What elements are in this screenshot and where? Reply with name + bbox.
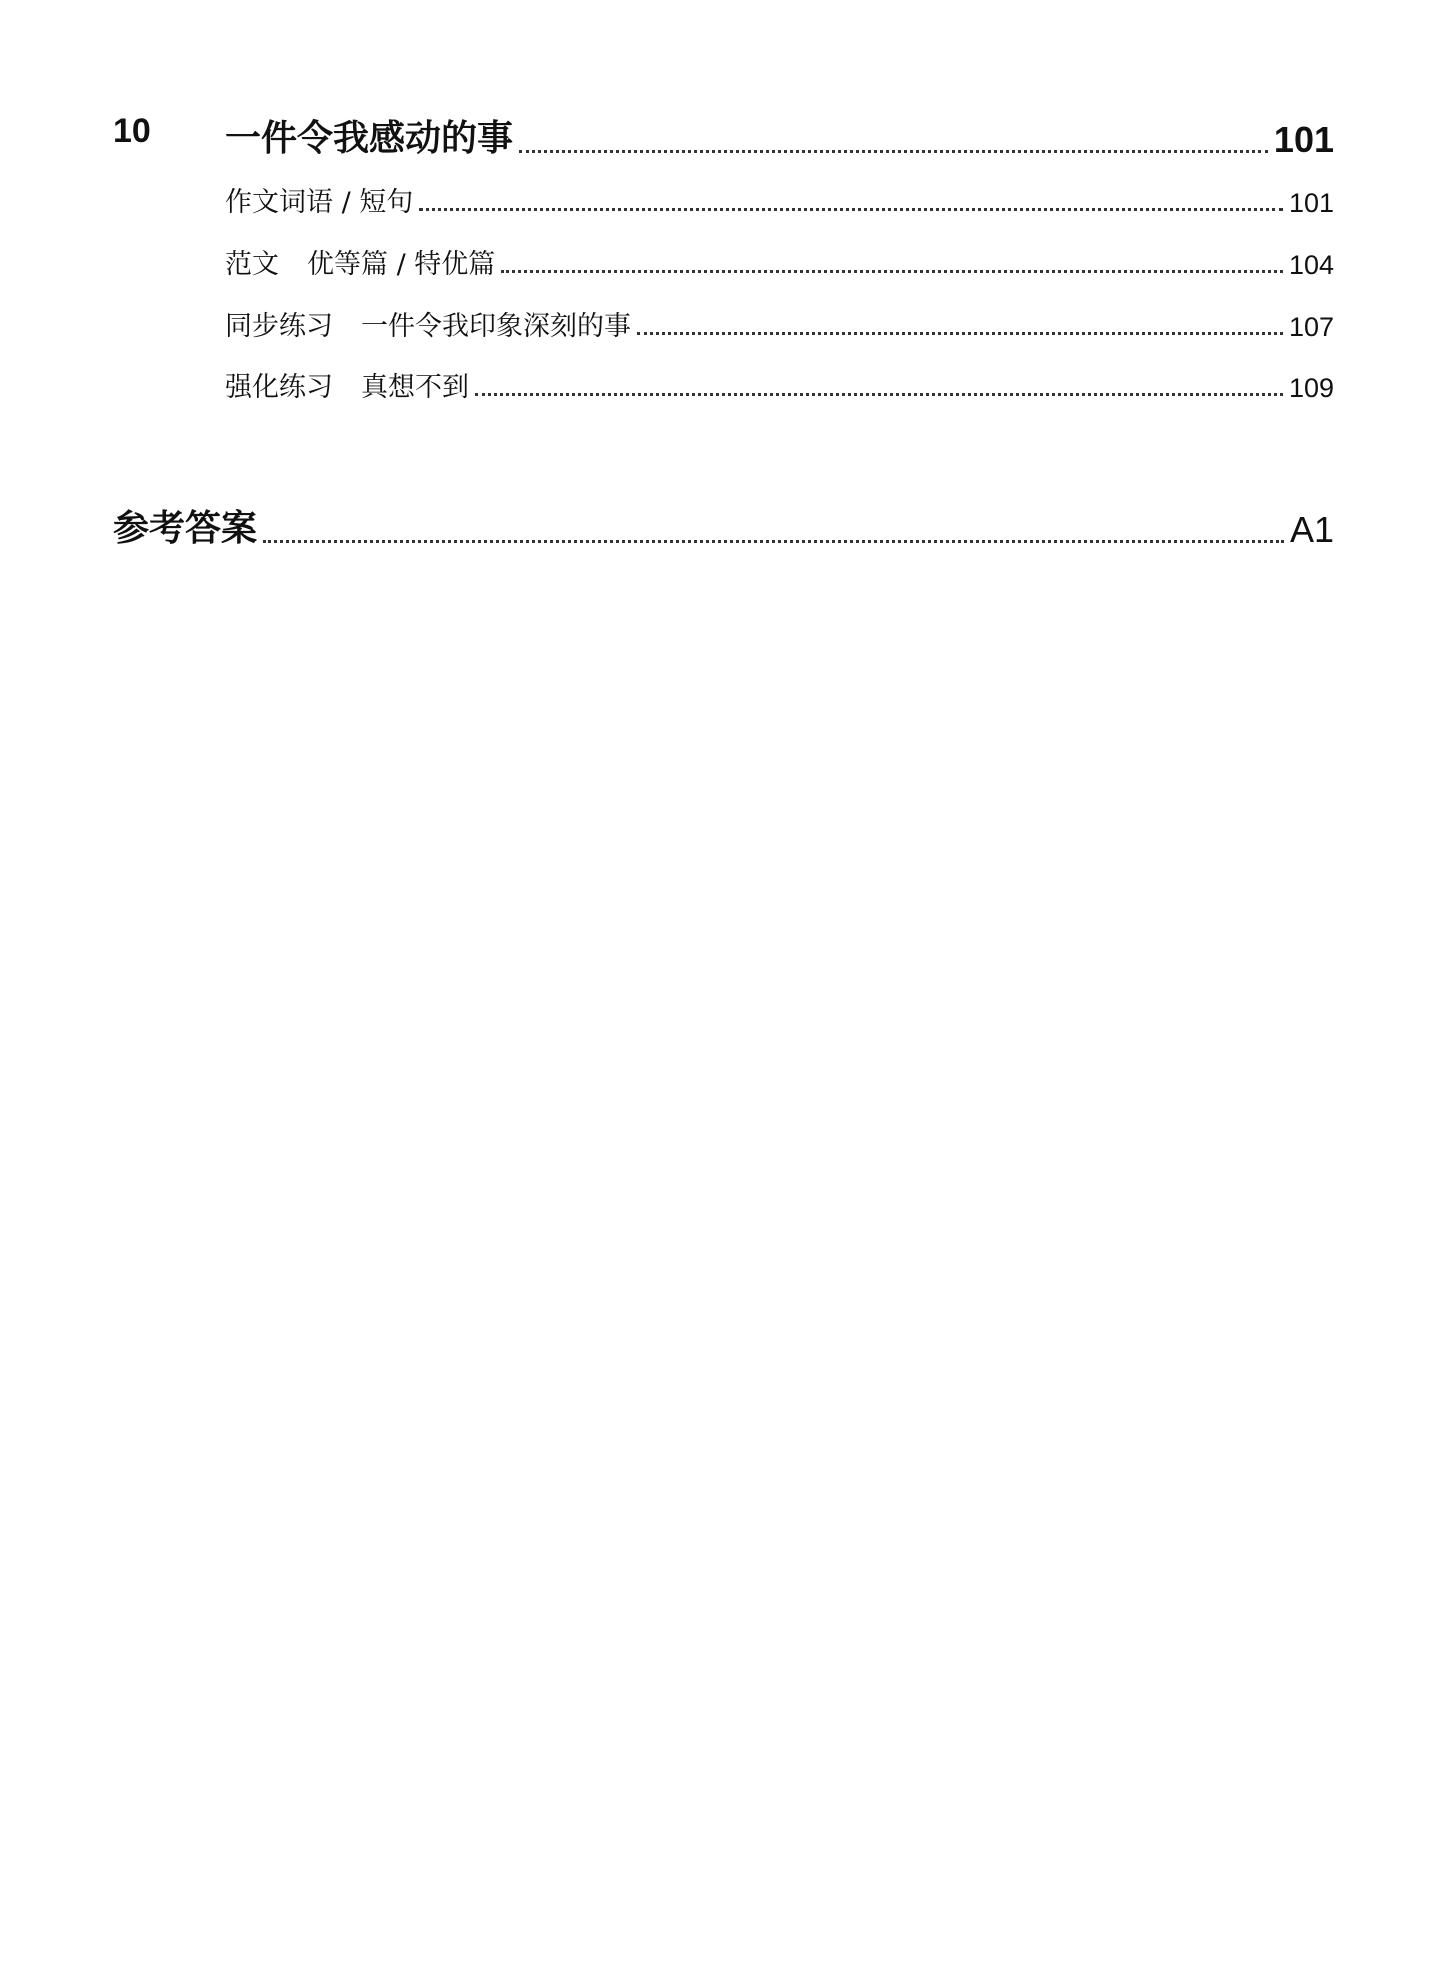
toc-entry[interactable] (225, 365, 1334, 404)
entry-label: 范文 (225, 249, 279, 280)
page-number: 104 (1288, 250, 1334, 280)
entry-subtitle: 一件令我印象深刻的事 (361, 311, 631, 342)
entry-label: 强化练习 (225, 372, 333, 403)
answers-title: 参考答案 (113, 508, 258, 549)
entry-label: 同步练习 (225, 311, 333, 342)
dot-leader (501, 270, 1283, 273)
dot-leader (419, 208, 1283, 211)
page-number: A1 (1289, 509, 1334, 550)
dot-leader (637, 332, 1283, 335)
chapter-title: 一件令我感动的事 (225, 118, 514, 159)
page-number: 101 (1288, 188, 1334, 218)
toc-chapter-entry[interactable] (225, 110, 1334, 161)
page-number: 109 (1288, 373, 1334, 403)
dot-leader (475, 393, 1283, 396)
toc-answers-entry[interactable] (113, 500, 1334, 551)
toc-entry[interactable] (225, 304, 1334, 343)
chapter-number: 10 (113, 112, 151, 150)
entry-subtitle: 真想不到 (361, 372, 469, 403)
toc-entry[interactable] (225, 180, 1334, 219)
page-number: 107 (1288, 312, 1334, 342)
dot-leader (263, 540, 1284, 543)
entry-label: 作文词语 / 短句 (225, 187, 414, 218)
page-number: 101 (1273, 119, 1334, 160)
dot-leader (519, 150, 1268, 153)
toc-entry[interactable] (225, 242, 1334, 281)
entry-subtitle: 优等篇 / 特优篇 (307, 249, 496, 280)
